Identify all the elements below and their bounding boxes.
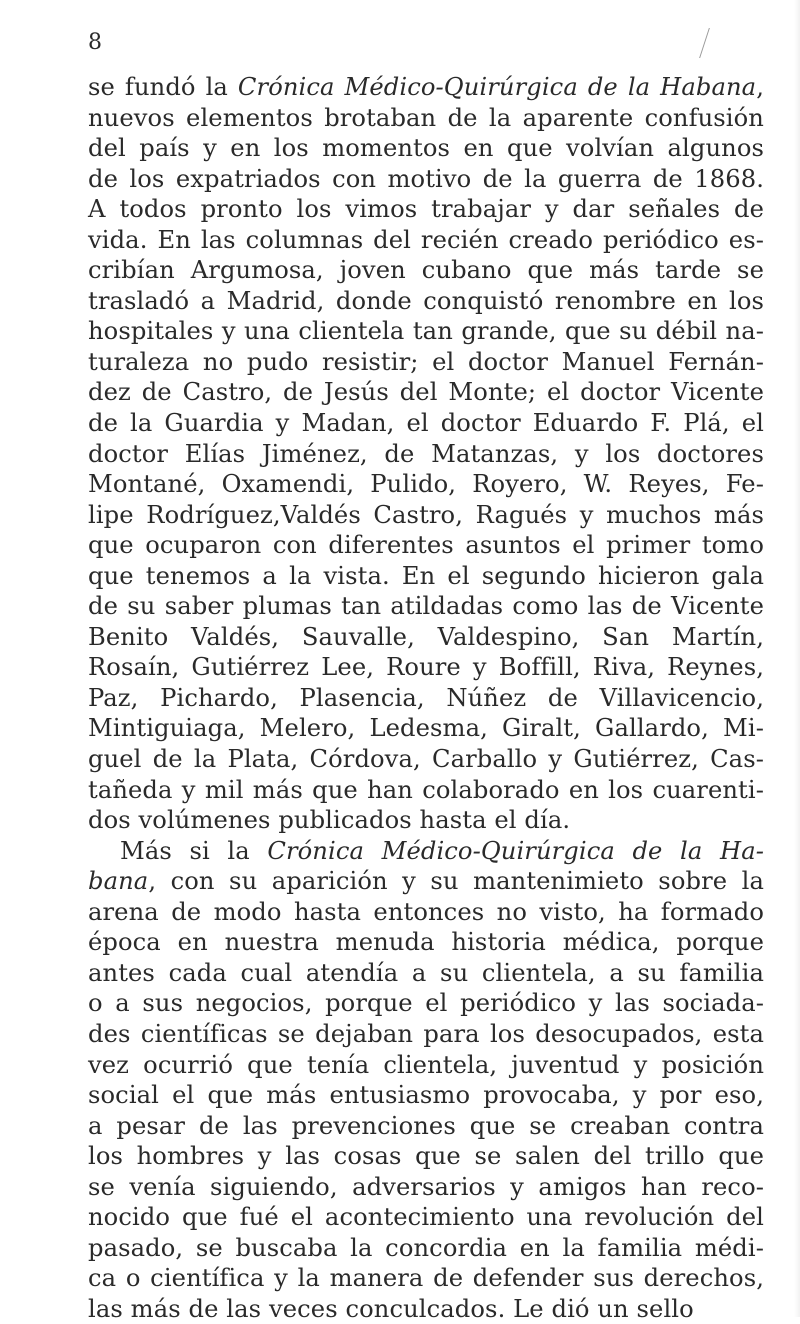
text-line xyxy=(88,225,764,256)
text-segment: trasladó a Madrid, donde conquistó renombre en los xyxy=(88,286,764,315)
text-line xyxy=(88,683,764,714)
text-segment: ca o científica y la manera de defender sus derechos, xyxy=(88,1264,764,1293)
text-line xyxy=(88,744,764,775)
text-line xyxy=(88,1141,764,1172)
text-segment: época en nuestra menuda historia médica, porque xyxy=(88,928,764,957)
text-line xyxy=(88,561,764,592)
text-line xyxy=(88,530,764,561)
text-segment: social el que más entusiasmo provocaba, y por eso, xyxy=(88,1081,764,1110)
text-line xyxy=(88,1050,764,1081)
text-line xyxy=(88,439,764,470)
text-segment: o a sus negocios, porque el periódico y las sociada- xyxy=(88,989,764,1018)
text-line xyxy=(88,316,764,347)
text-line xyxy=(88,897,764,928)
text-line xyxy=(88,1080,764,1111)
text-segment: de su saber plumas tan atildadas como las de Vicente xyxy=(88,592,764,621)
text-line xyxy=(88,591,764,622)
text-segment: cribían Argumosa, joven cubano que más tarde se xyxy=(88,256,764,285)
scan-edge-shadow xyxy=(794,0,800,1317)
text-segment: arena de modo hasta entonces no visto, ha formado xyxy=(88,897,764,926)
body-text xyxy=(88,72,764,1324)
text-segment: pasado, se buscaba la concordia en la familia médi- xyxy=(88,1233,764,1262)
text-segment: Más si la xyxy=(120,836,268,865)
text-line xyxy=(88,1172,764,1203)
text-segment: doctor Elías Jiménez, de Matanzas, y los doctores xyxy=(88,439,764,468)
italic-title-segment: Crónica Médico-Quirúrgica de la Ha- xyxy=(267,836,764,865)
text-line xyxy=(88,1233,764,1264)
text-line xyxy=(88,713,764,744)
text-segment: del país y en los momentos en que volvían algunos xyxy=(88,134,764,163)
text-segment: las más de las veces conculcados. Le dió un sello xyxy=(88,1294,694,1323)
text-segment: lipe Rodríguez,Valdés Castro, Ragués y muchos más xyxy=(88,500,764,529)
text-segment: vez ocurrió que tenía clientela, juventud y posición xyxy=(88,1050,764,1079)
text-line xyxy=(88,958,764,989)
text-line xyxy=(88,988,764,1019)
text-segment: los hombres y las cosas que se salen del trillo que xyxy=(88,1142,764,1171)
text-line xyxy=(88,805,764,836)
text-segment: se venía siguiendo, adversarios y amigos han reco- xyxy=(88,1172,764,1201)
text-line xyxy=(88,1019,764,1050)
text-segment: Rosaín, Gutiérrez Lee, Roure y Boffill, Riva, Reynes, xyxy=(88,653,764,682)
text-line xyxy=(88,775,764,806)
text-segment: antes cada cual atendía a su clientela, a su familia xyxy=(88,958,764,987)
text-segment: tañeda y mil más que han colaborado en los cuarenti- xyxy=(88,775,764,804)
text-segment: Montané, Oxamendi, Pulido, Royero, W. Reyes, Fe- xyxy=(88,470,764,499)
text-line xyxy=(88,286,764,317)
text-line xyxy=(88,622,764,653)
text-segment: se fundó la xyxy=(88,73,238,101)
text-segment: Paz, Pichardo, Plasencia, Núñez de Villavicencio, xyxy=(88,683,764,712)
italic-title-segment: bana xyxy=(88,867,149,896)
text-line xyxy=(88,164,764,195)
corner-pencil-mark xyxy=(689,28,710,58)
text-line xyxy=(88,255,764,286)
text-line xyxy=(88,500,764,531)
text-line xyxy=(88,927,764,958)
text-segment: turaleza no pudo resistir; el doctor Manuel Fernán- xyxy=(88,347,764,376)
text-segment: des científicas se dejaban para los desocupados, esta xyxy=(88,1019,764,1048)
text-segment: nuevos elementos brotaban de la aparente confusión xyxy=(88,103,764,132)
text-segment: A todos pronto los vimos trabajar y dar señales de xyxy=(88,195,764,224)
text-line xyxy=(88,72,764,103)
text-line xyxy=(88,652,764,683)
page-number: 8 xyxy=(88,30,102,55)
text-line xyxy=(88,1294,764,1324)
text-segment: de los expatriados con motivo de la guerra de 1868. xyxy=(88,164,764,193)
text-line xyxy=(88,1263,764,1294)
text-segment: de la Guardia y Madan, el doctor Eduardo F. Plá, el xyxy=(88,409,764,438)
text-line xyxy=(88,408,764,439)
text-line xyxy=(88,103,764,134)
text-segment: que tenemos a la vista. En el segundo hicieron gala xyxy=(88,561,764,590)
text-segment: Mintiguiaga, Melero, Ledesma, Giralt, Gallardo, Mi- xyxy=(88,714,764,743)
text-segment: guel de la Plata, Córdova, Carballo y Gutiérrez, Cas- xyxy=(88,745,764,774)
text-segment: que ocuparon con diferentes asuntos el primer tomo xyxy=(88,531,764,560)
text-segment: hospitales y una clientela tan grande, que su débil na- xyxy=(88,317,764,346)
text-line xyxy=(88,133,764,164)
italic-title-segment: Crónica Médico-Quirúrgica de la Habana xyxy=(237,73,757,101)
text-segment: vida. En las columnas del recién creado periódico es- xyxy=(88,225,764,254)
text-line xyxy=(88,866,764,897)
text-segment: nocido que fué el acontecimiento una revolución del xyxy=(88,1203,764,1232)
text-segment: dez de Castro, de Jesús del Monte; el doctor Vicente xyxy=(88,378,764,407)
text-segment: dos volúmenes publicados hasta el día. xyxy=(88,806,571,835)
text-line xyxy=(88,1202,764,1233)
text-segment: Benito Valdés, Sauvalle, Valdespino, San Martín, xyxy=(88,622,764,651)
text-segment: a pesar de las prevenciones que se creaban contra xyxy=(88,1111,764,1140)
text-line xyxy=(88,347,764,378)
text-line xyxy=(88,836,764,867)
text-line xyxy=(88,1111,764,1142)
text-segment: , xyxy=(756,73,764,101)
text-line xyxy=(88,469,764,500)
text-segment: , con su aparición y su mantenimieto sobre la xyxy=(148,867,764,896)
text-line xyxy=(88,377,764,408)
text-line xyxy=(88,194,764,225)
